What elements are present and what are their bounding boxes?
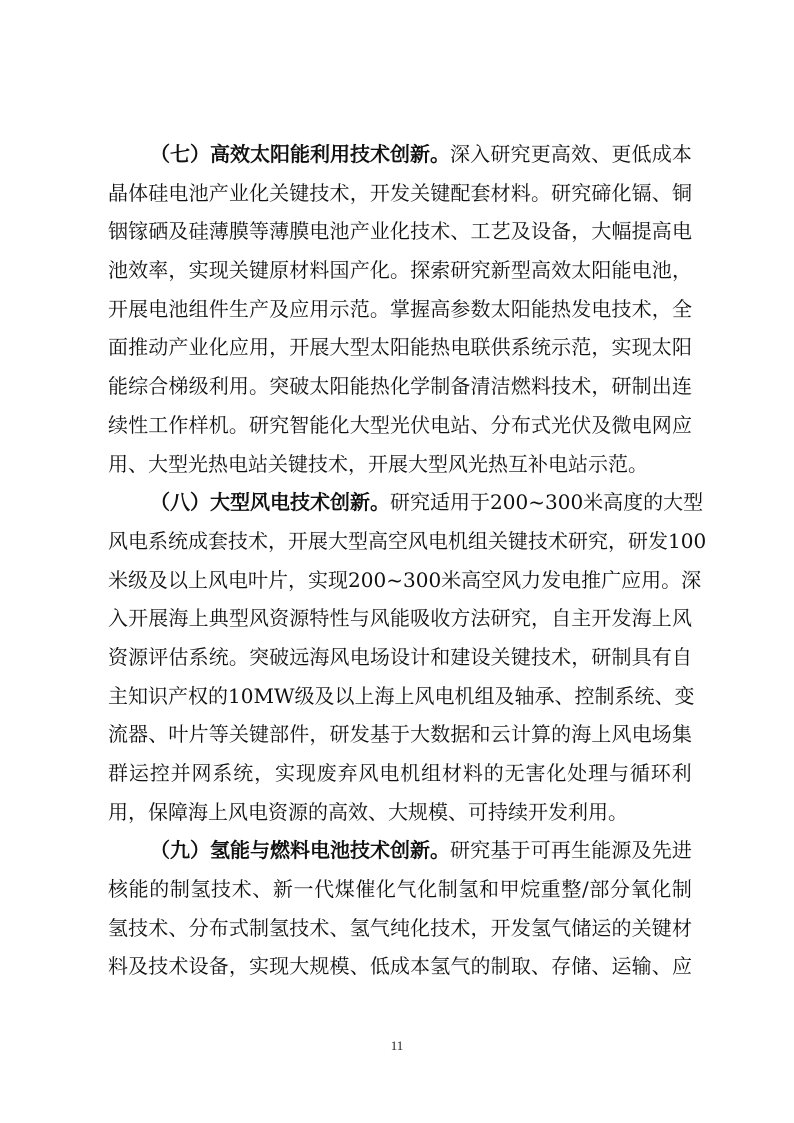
text-line <box>108 290 692 329</box>
line-text: 入 开 展 海 上 典 型 风 资 源 特 性 与 风 能 吸 收 方 法 研 究 ， 自 主 开 发 海 上 风 <box>108 606 692 631</box>
line-text: 用、大型光热电站关键技术，开展大型风光热互补电站示范。 <box>108 451 648 476</box>
section-heading-8: （八）大型风电技术创新。 <box>150 490 390 515</box>
line-text: 开 展 电 池 组 件 生 产 及 应 用 示 范 。 掌 握 高 参 数 太 阳 能 热 发 电 技 术 ， 全 <box>108 296 692 321</box>
section-heading-9: （九）氢能与燃料电池技术创新。 <box>150 838 450 863</box>
text-line <box>108 328 692 367</box>
line-text: 研 究 适 用 于 2 0 0 ~ 3 0 0 米 高 度 的 大 型 <box>390 490 704 515</box>
text-line <box>108 445 692 484</box>
section-heading-7: （七）高效太阳能利用技术创新。 <box>150 142 450 166</box>
line-text: 米 级 及 以 上 风 电 叶 片 ， 实 现 2 0 0 ~ 3 0 0 米 高 空 风 力 发 电 推 广 应 用 。 深 <box>108 567 702 592</box>
line-text: 面 推 动 产 业 化 应 用 ， 开 展 大 型 太 阳 能 热 电 联 供 系 统 示 范 ， 实 现 太 阳 <box>108 335 692 360</box>
line-text: 晶 体 硅 电 池 产 业 化 关 键 技 术 ， 开 发 关 键 配 套 材 料 。 研 究 碲 化 镉 、 铜 <box>108 180 692 205</box>
text-line <box>108 909 692 948</box>
page-number: 11 <box>390 1038 404 1053</box>
line-text: 群 运 控 并 网 系 统 ， 实 现 废 弃 风 电 机 组 材 料 的 无 害 化 处 理 与 循 环 利 <box>108 761 692 785</box>
line-text: 流 器 、 叶 片 等 关 键 部 件 ， 研 发 基 于 大 数 据 和 云 计 算 的 海 上 风 电 场 集 <box>108 722 692 747</box>
line-text: 能 综 合 梯 级 利 用 。 突 破 太 阳 能 热 化 学 制 备 清 洁 燃 料 技 术 ， 研 制 出 连 <box>108 374 692 399</box>
line-text: 深 入 研 究 更 高 效 、 更 低 成 本 <box>450 142 692 166</box>
text-line <box>108 599 692 638</box>
text-line <box>108 715 692 754</box>
line-text: 氢 技 术 、 分 布 式 制 氢 技 术 、 氢 气 纯 化 技 术 ， 开 发 氢 气 储 运 的 关 键 材 <box>108 915 692 940</box>
line-text: 续 性 工 作 样 机 。 研 究 智 能 化 大 型 光 伏 电 站 、 分 布 式 光 伏 及 微 电 网 应 <box>108 412 692 437</box>
text-line <box>108 947 692 986</box>
text-line <box>108 174 692 213</box>
line-text: 核 能 的 制 氢 技 术 、 新 一 代 煤 催 化 气 化 制 氢 和 甲 烷 重 整 / 部 分 氧 化 制 <box>108 877 692 902</box>
line-text: 铟 镓 硒 及 硅 薄 膜 等 薄 膜 电 池 产 业 化 技 术 、 工 艺 及 设 备 ， 大 幅 提 高 电 <box>108 219 692 244</box>
line-text: 风 电 系 统 成 套 技 术 ， 开 展 大 型 高 空 风 电 机 组 关 键 技 术 研 究 ， 研 发 1 0 0 <box>108 528 707 553</box>
line-text: 料 及 技 术 设 备 ， 实 现 大 规 模 、 低 成 本 氢 气 的 制 取 、 存 储 、 运 输 、 应 <box>108 954 692 979</box>
text-line <box>108 522 707 561</box>
text-line <box>108 406 692 445</box>
text-line <box>108 561 702 600</box>
text-line <box>108 677 695 716</box>
body-text <box>108 135 707 986</box>
line-text: 研 究 基 于 可 再 生 能 源 及 先 进 <box>450 838 692 863</box>
text-line <box>108 135 692 174</box>
text-line <box>108 793 692 832</box>
text-line <box>108 212 692 251</box>
text-line <box>108 831 692 870</box>
text-line <box>108 638 692 677</box>
text-line <box>108 483 704 522</box>
line-text: 池 效 率 ， 实 现 关 键 原 材 料 国 产 化 。 探 索 研 究 新 型 高 效 太 阳 能 电 池 ， <box>108 258 692 283</box>
text-line <box>108 367 692 406</box>
text-line <box>108 251 692 290</box>
line-text: 主 知 识 产 权 的 1 0 M W 级 及 以 上 海 上 风 电 机 组 及 轴 承 、 控 制 系 统 、 变 <box>108 683 695 708</box>
line-text: 资 源 评 估 系 统 。 突 破 远 海 风 电 场 设 计 和 建 设 关 键 技 术 ， 研 制 具 有 自 <box>108 644 692 669</box>
text-line <box>108 870 692 909</box>
line-text: 用，保障海上风电资源的高效、大规模、可持续开发利用。 <box>108 799 628 824</box>
text-line <box>108 754 692 793</box>
